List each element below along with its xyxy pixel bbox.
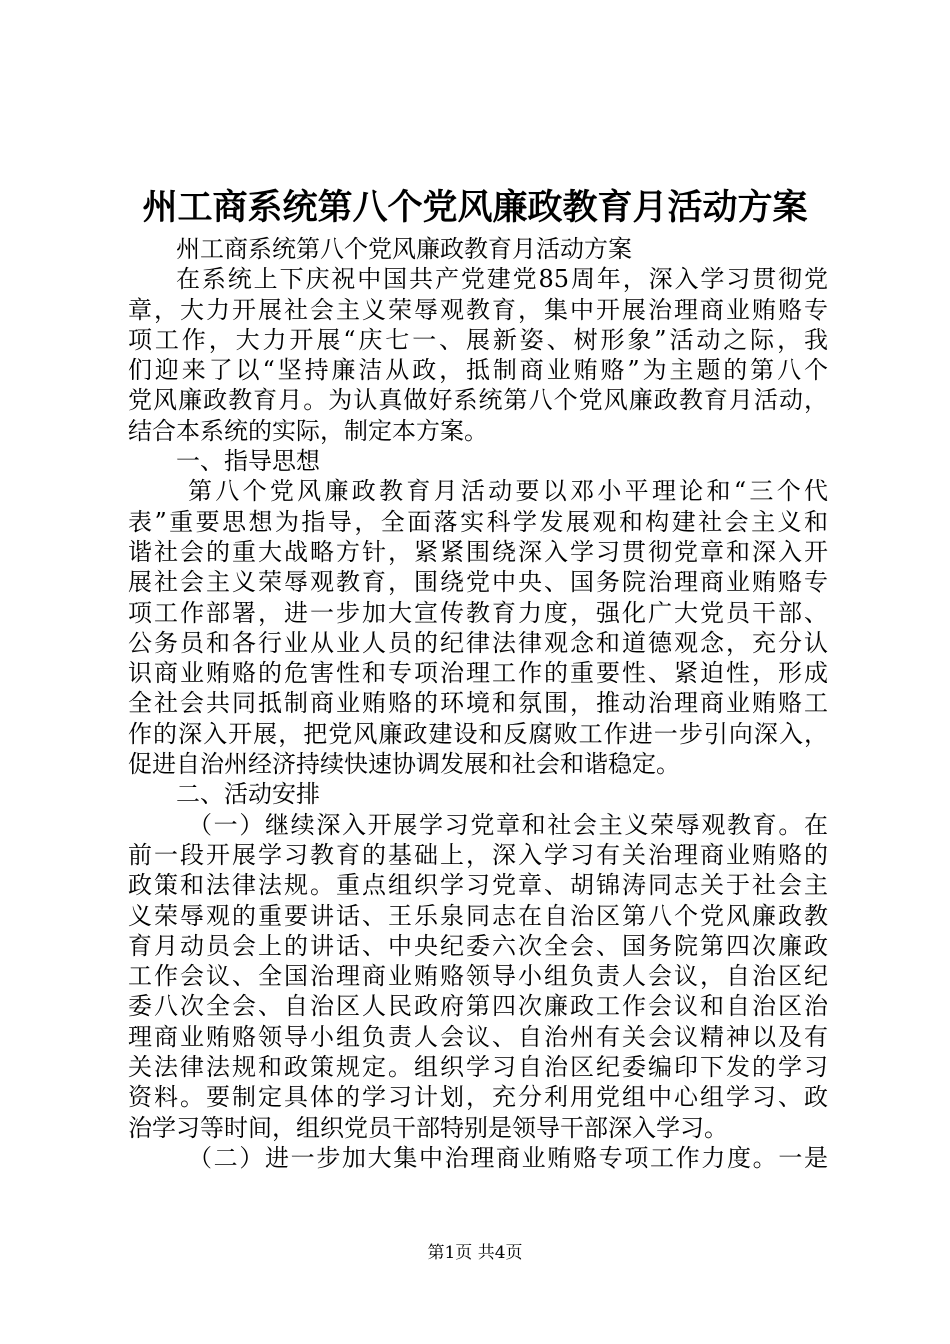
text-line: 表”重要思想为指导，全面落实科学发展观和构建社会主义和 (128, 507, 828, 536)
document-body (128, 234, 828, 1173)
text-line: 谐社会的重大战略方针，紧紧围绕深入学习贯彻党章和深入开 (128, 537, 828, 566)
text-line: 资料。要制定具体的学习计划，充分利用党组中心组学习、政 (128, 1083, 828, 1112)
text-line: （二）进一步加大集中治理商业贿赂专项工作力度。一是 (188, 1143, 828, 1172)
text-line: 结合本系统的实际，制定本方案。 (128, 416, 488, 445)
text-line: 二、活动安排 (176, 780, 320, 809)
text-line: 州工商系统第八个党风廉政教育月活动方案 (176, 235, 632, 263)
text-line: 理商业贿赂领导小组负责人会议、自治州有关会议精神以及有 (128, 1022, 828, 1051)
text-line: 识商业贿赂的危害性和专项治理工作的重要性、紧迫性，形成 (128, 659, 828, 688)
text-line: 们迎来了以“坚持廉洁从政，抵制商业贿赂”为主题的第八个 (128, 356, 828, 385)
text-line: 促进自治州经济持续快速协调发展和社会和谐稳定。 (128, 750, 680, 779)
page-footer: 第1页 共4页 (427, 1243, 523, 1263)
document-title: 州工商系统第八个党风廉政教育月活动方案 (142, 187, 808, 228)
text-line: 章，大力开展社会主义荣辱观教育，集中开展治理商业贿赂专 (128, 295, 828, 324)
text-line: 第八个党风廉政教育月活动要以邓小平理论和“三个代 (188, 477, 828, 506)
text-line: 委八次全会、自治区人民政府第四次廉政工作会议和自治区治 (128, 992, 828, 1021)
text-line: 项工作，大力开展“庆七一、展新姿、树形象”活动之际，我 (128, 325, 828, 354)
text-line: （一）继续深入开展学习党章和社会主义荣辱观教育。在 (188, 810, 828, 839)
text-line: 公务员和各行业从业人员的纪律法律观念和道德观念，充分认 (128, 628, 828, 657)
text-line: 项工作部署，进一步加大宣传教育力度，强化广大党员干部、 (128, 598, 828, 627)
text-line: 一、指导思想 (176, 447, 320, 476)
text-line: 工作会议、全国治理商业贿赂领导小组负责人会议，自治区纪 (128, 962, 828, 991)
text-line: 在系统上下庆祝中国共产党建党85周年，深入学习贯彻党 (176, 265, 828, 294)
text-line: 党风廉政教育月。为认真做好系统第八个党风廉政教育月活动， (128, 386, 828, 415)
text-line: 关法律法规和政策规定。组织学习自治区纪委编印下发的学习 (128, 1053, 828, 1082)
text-line: 政策和法律法规。重点组织学习党章、胡锦涛同志关于社会主 (128, 871, 828, 900)
text-line: 作的深入开展，把党风廉政建设和反腐败工作进一步引向深入， (128, 719, 828, 748)
text-line: 育月动员会上的讲话、中央纪委六次全会、国务院第四次廉政 (128, 931, 828, 960)
text-line: 展社会主义荣辱观教育，围绕党中央、国务院治理商业贿赂专 (128, 568, 828, 597)
text-line: 全社会共同抵制商业贿赂的环境和氛围，推动治理商业贿赂工 (128, 689, 828, 718)
text-line: 治学习等时间，组织党员干部特别是领导干部深入学习。 (128, 1113, 728, 1142)
text-line: 义荣辱观的重要讲话、王乐泉同志在自治区第八个党风廉政教 (128, 901, 828, 930)
text-line: 前一段开展学习教育的基础上，深入学习有关治理商业贿赂的 (128, 840, 828, 869)
